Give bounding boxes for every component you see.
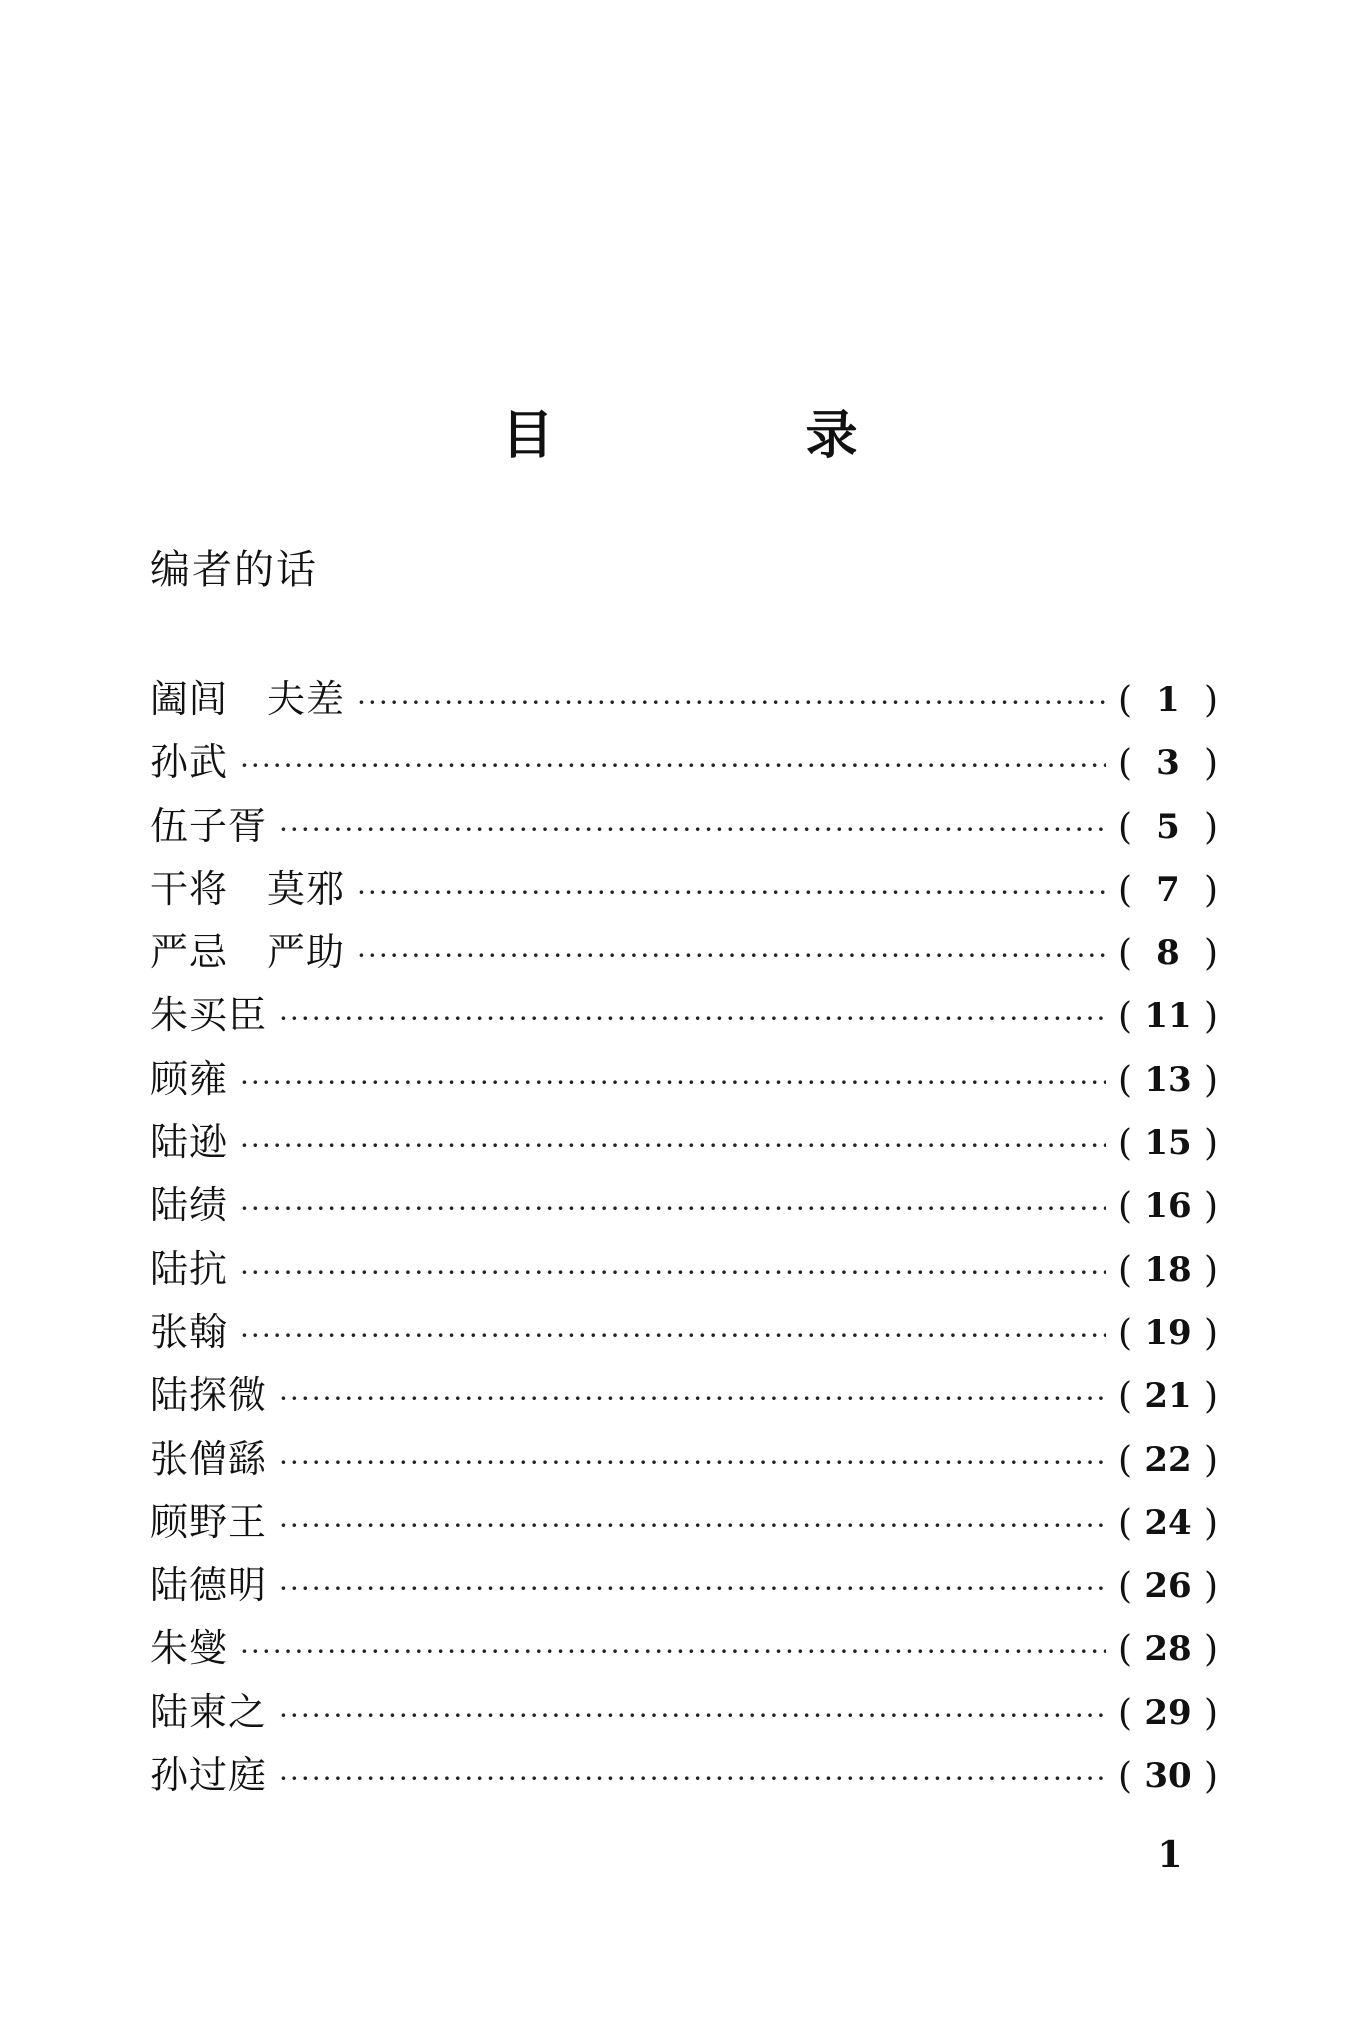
page-reference: ( 16 ) <box>1118 1175 1218 1238</box>
entry-name: 陆抗 <box>150 1246 229 1291</box>
dot-leader <box>279 1684 1106 1747</box>
toc-entry <box>150 921 1218 984</box>
entry-name: 陆德明 <box>150 1563 268 1608</box>
toc-entry <box>150 984 1218 1047</box>
entry-page-number: 8 <box>1156 933 1180 974</box>
page-reference: ( 3 ) <box>1118 732 1218 795</box>
entry-page-number: 3 <box>1156 743 1180 784</box>
page-reference: ( 5 ) <box>1118 796 1218 859</box>
toc-entry <box>150 731 1218 794</box>
entry-name: 朱买臣 <box>150 993 268 1038</box>
toc-entry <box>150 1364 1218 1427</box>
dot-leader <box>240 1051 1106 1114</box>
toc-entry <box>150 1174 1218 1237</box>
entry-page-number: 13 <box>1144 1059 1192 1100</box>
dot-leader <box>279 1431 1106 1494</box>
entry-page-number: 22 <box>1144 1439 1192 1480</box>
entry-page-number: 29 <box>1144 1692 1192 1733</box>
toc-entry <box>150 1238 1218 1301</box>
page-reference: ( 28 ) <box>1118 1618 1218 1681</box>
toc-entry <box>150 795 1218 858</box>
entry-name: 张僧繇 <box>150 1436 268 1481</box>
entry-page-number: 21 <box>1144 1376 1192 1417</box>
entry-name: 陆绩 <box>150 1183 229 1228</box>
dot-leader <box>240 734 1106 797</box>
toc-entry <box>150 1048 1218 1111</box>
dot-leader <box>279 1367 1106 1430</box>
dot-leader <box>240 1177 1106 1240</box>
entry-name: 顾雍 <box>150 1056 229 1101</box>
entry-page-number: 26 <box>1144 1566 1192 1607</box>
page-reference: ( 7 ) <box>1118 859 1218 922</box>
page-reference: ( 11 ) <box>1118 985 1218 1048</box>
dot-leader <box>240 1620 1106 1683</box>
dot-leader <box>357 671 1106 734</box>
table-of-contents <box>150 668 1218 1807</box>
entry-page-number: 18 <box>1144 1249 1192 1290</box>
entry-page-number: 30 <box>1144 1756 1192 1797</box>
page-reference: ( 30 ) <box>1118 1745 1218 1808</box>
dot-leader <box>279 1494 1106 1557</box>
toc-entry <box>150 1301 1218 1364</box>
dot-leader <box>357 861 1106 924</box>
page-reference: ( 21 ) <box>1118 1365 1218 1428</box>
entry-name: 孙武 <box>150 740 229 785</box>
entry-page-number: 1 <box>1156 680 1180 720</box>
entry-page-number: 5 <box>1156 806 1180 847</box>
dot-leader <box>240 1114 1106 1177</box>
page-reference: ( 29 ) <box>1118 1682 1218 1745</box>
entry-name: 陆探微 <box>150 1373 268 1418</box>
page-reference: ( 13 ) <box>1118 1049 1218 1112</box>
entry-name: 陆柬之 <box>150 1689 268 1734</box>
page-reference: ( 19 ) <box>1118 1302 1218 1365</box>
entry-name: 孙过庭 <box>150 1753 268 1798</box>
entry-name: 张翰 <box>150 1309 229 1354</box>
preface-entry: 编者的话 <box>150 547 318 593</box>
page-reference: ( 26 ) <box>1118 1555 1218 1618</box>
dot-leader <box>240 1241 1106 1304</box>
entry-name: 严忌 严助 <box>150 930 346 975</box>
page-number: 1 <box>1157 1834 1183 1876</box>
toc-entry <box>150 668 1218 731</box>
page-reference: ( 15 ) <box>1118 1112 1218 1175</box>
dot-leader <box>357 924 1106 987</box>
toc-entry <box>150 1744 1218 1807</box>
toc-entry <box>150 1554 1218 1617</box>
toc-entry <box>150 1111 1218 1174</box>
toc-entry <box>150 1617 1218 1680</box>
page-reference: ( 18 ) <box>1118 1239 1218 1302</box>
dot-leader <box>279 1557 1106 1620</box>
entry-page-number: 15 <box>1144 1123 1192 1164</box>
page-title: 目 录 <box>501 406 958 466</box>
entry-page-number: 24 <box>1144 1502 1192 1543</box>
page-reference: ( 22 ) <box>1118 1429 1218 1492</box>
dot-leader <box>279 798 1106 861</box>
entry-page-number: 19 <box>1144 1312 1192 1353</box>
dot-leader <box>240 1304 1106 1367</box>
entry-page-number: 7 <box>1156 869 1180 910</box>
dot-leader <box>279 987 1106 1050</box>
dot-leader <box>279 1747 1106 1810</box>
entry-page-number: 16 <box>1144 1186 1192 1227</box>
entry-name: 干将 莫邪 <box>150 866 346 911</box>
toc-entry <box>150 858 1218 921</box>
toc-entry <box>150 1491 1218 1554</box>
entry-name: 陆逊 <box>150 1120 229 1165</box>
entry-name: 阖闾 夫差 <box>150 677 346 721</box>
entry-page-number: 28 <box>1144 1629 1192 1670</box>
toc-entry <box>150 1681 1218 1744</box>
page-reference: ( 24 ) <box>1118 1492 1218 1555</box>
entry-name: 朱燮 <box>150 1626 229 1671</box>
page-reference: ( 8 ) <box>1118 922 1218 985</box>
toc-entry <box>150 1428 1218 1491</box>
entry-name: 顾野王 <box>150 1499 268 1544</box>
page-reference: ( 1 ) <box>1118 669 1218 732</box>
entry-name: 伍子胥 <box>150 803 268 848</box>
entry-page-number: 11 <box>1144 996 1192 1037</box>
